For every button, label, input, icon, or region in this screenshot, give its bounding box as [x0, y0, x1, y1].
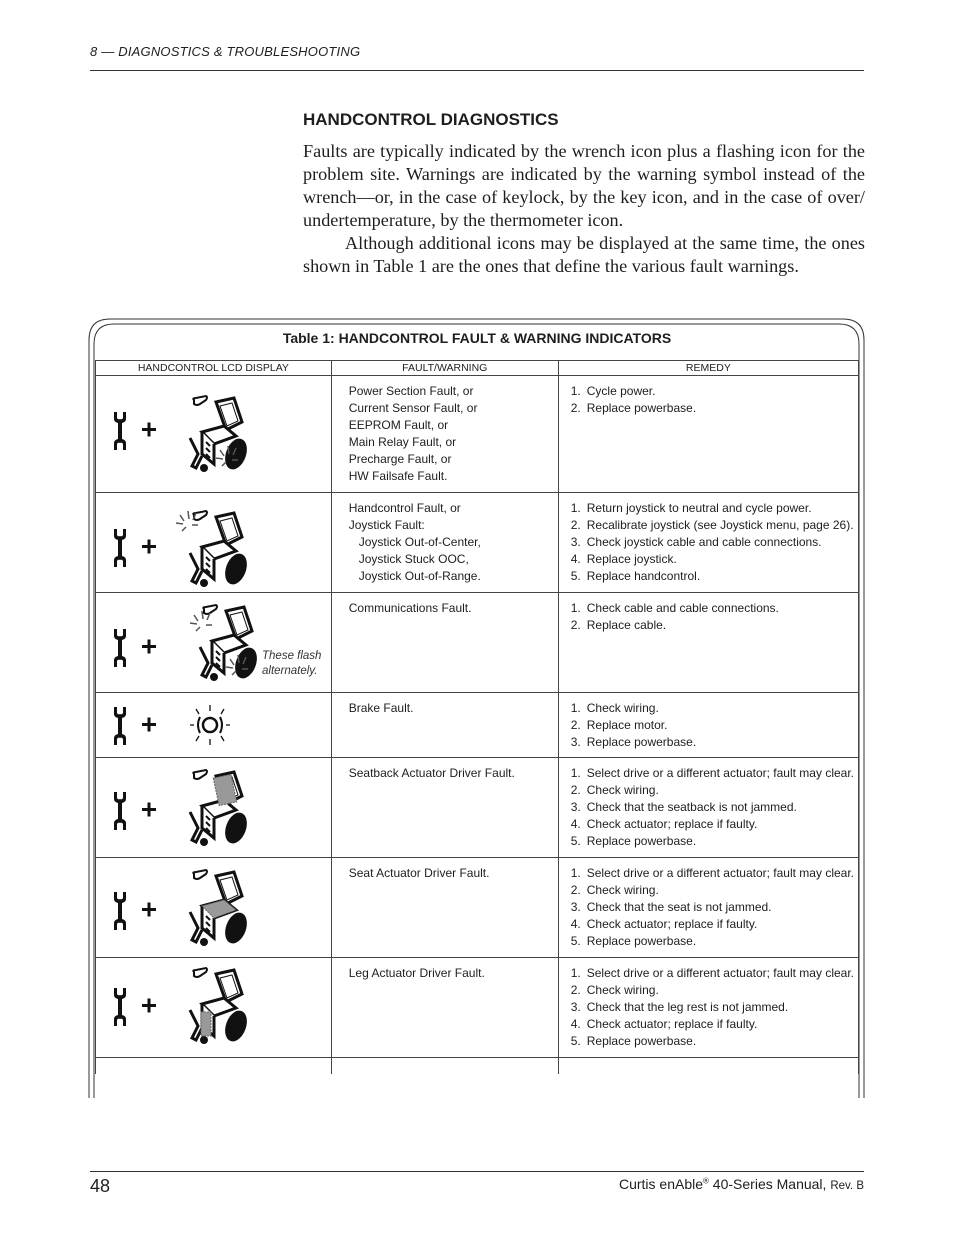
fault-text: Joystick Out-of-Center,	[358, 535, 481, 549]
table-row	[96, 593, 859, 693]
remedy-step: 1. Select drive or a different actuator; fault may clear.	[570, 866, 854, 880]
remedy-cell	[558, 1058, 858, 1074]
remedy-step: 3. Check joystick cable and cable connections.	[570, 535, 822, 549]
remedy-step: 4. Replace joystick.	[570, 552, 677, 566]
fault-text: Handcontrol Fault, or	[348, 501, 461, 515]
table-row	[96, 376, 859, 493]
fault-text: Seat Actuator Driver Fault.	[348, 866, 490, 880]
remedy-step: 2. Check wiring.	[570, 783, 659, 797]
remedy-step: 2. Replace powerbase.	[570, 401, 697, 415]
remedy-cell	[558, 376, 858, 493]
remedy-step: 1. Check cable and cable connections.	[570, 601, 779, 615]
remedy-cell	[558, 858, 858, 958]
intro-paragraph-1: Faults are typically indicated by the wrench icon plus a flashing icon for the problem site. Warnings are indicated by the warning symbol instead of the wrench—or, in the case of keylock, by the key icon, and in the case of over/ undertemperature, by the thermometer icon.	[303, 141, 865, 230]
remedy-step: 5. Replace powerbase.	[570, 934, 697, 948]
wrench-plus-communications-icon	[110, 599, 260, 691]
wrench-plus-legrest-icon	[110, 962, 260, 1052]
remedy-step: 2. Replace cable.	[570, 618, 667, 632]
fault-text: Joystick Stuck OOC,	[358, 552, 469, 566]
table-row	[96, 958, 859, 1058]
flash-note: These flash alternately.	[262, 650, 322, 677]
fault-cell	[331, 958, 558, 1058]
remedy-step: 1. Cycle power.	[570, 384, 656, 398]
intro-text	[303, 140, 865, 278]
lcd-display-cell	[96, 493, 332, 593]
fault-text: Power Section Fault, or	[348, 384, 474, 398]
column-header-remedy: REMEDY	[558, 361, 858, 376]
fault-cell	[331, 1058, 558, 1074]
running-header: 8 — DIAGNOSTICS & TROUBLESHOOTING	[90, 44, 361, 59]
fault-cell	[331, 593, 558, 693]
fault-text: Precharge Fault, or	[348, 452, 452, 466]
remedy-step: 2. Check wiring.	[570, 883, 659, 897]
table-row	[96, 693, 859, 758]
page-number: 48	[90, 1176, 111, 1196]
section-title: HANDCONTROL DIAGNOSTICS	[303, 110, 559, 129]
intro-paragraph-2: Although additional icons may be displayed at the same time, the ones shown in Table 1 are the ones that define the various fault warnings.	[303, 233, 865, 276]
remedy-step: 5. Replace handcontrol.	[570, 569, 701, 583]
fault-text: Communications Fault.	[348, 601, 472, 615]
remedy-step: 5. Replace powerbase.	[570, 834, 697, 848]
remedy-step: 4. Check actuator; replace if faulty.	[570, 1017, 758, 1031]
remedy-step: 4. Check actuator; replace if faulty.	[570, 817, 758, 831]
brake-icon	[190, 705, 230, 745]
fault-text: Joystick Out-of-Range.	[358, 569, 481, 583]
remedy-step: 1. Return joystick to neutral and cycle power.	[570, 501, 812, 515]
column-header-fault: FAULT/WARNING	[331, 361, 558, 376]
remedy-step: 3. Check that the leg rest is not jammed.	[570, 1000, 789, 1014]
remedy-step: 2. Replace motor.	[570, 718, 668, 732]
wrench-plus-seat-icon	[110, 864, 260, 954]
table-row	[96, 858, 859, 958]
column-header-display: HANDCONTROL LCD DISPLAY	[96, 361, 332, 376]
remedy-cell	[558, 758, 858, 858]
wrench-plus-seatback-icon	[110, 764, 260, 854]
manual-title: Curtis enAble® 40-Series Manual, Rev. B	[618, 1176, 864, 1192]
fault-cell	[331, 858, 558, 958]
wrench-plus-brake-icon	[110, 703, 260, 751]
wrench-plus-powerbase-icon	[110, 392, 260, 482]
fault-cell	[331, 758, 558, 858]
remedy-step: 3. Check that the seat is not jammed.	[570, 900, 772, 914]
fault-text: Joystick Fault:	[348, 518, 425, 532]
fault-text: EEPROM Fault, or	[348, 418, 449, 432]
lcd-display-cell	[96, 758, 332, 858]
remedy-cell	[558, 693, 858, 758]
remedy-cell	[558, 593, 858, 693]
table-row-continued	[96, 1058, 859, 1074]
fault-text: Main Relay Fault, or	[348, 435, 457, 449]
footer-rule	[90, 1171, 864, 1172]
remedy-step: 4. Check actuator; replace if faulty.	[570, 917, 758, 931]
fault-text: Leg Actuator Driver Fault.	[348, 966, 485, 980]
lcd-display-cell	[96, 1058, 332, 1074]
fault-cell	[331, 693, 558, 758]
lcd-display-cell	[96, 958, 332, 1058]
table-row	[96, 758, 859, 858]
table-header-row	[96, 361, 859, 376]
table-title: Table 1: HANDCONTROL FAULT & WARNING INDICATORS	[282, 330, 672, 346]
table-row	[96, 493, 859, 593]
wrench-plus-joystick-icon	[110, 501, 260, 591]
remedy-step: 1. Select drive or a different actuator; fault may clear.	[570, 966, 854, 980]
lcd-display-cell	[96, 376, 332, 493]
remedy-step: 3. Replace powerbase.	[570, 735, 697, 749]
fault-text: Seatback Actuator Driver Fault.	[348, 766, 515, 780]
remedy-step: 2. Check wiring.	[570, 983, 659, 997]
remedy-step: 1. Check wiring.	[570, 701, 659, 715]
remedy-cell	[558, 493, 858, 593]
lcd-display-cell	[96, 693, 332, 758]
lcd-display-cell	[96, 858, 332, 958]
fault-text: Brake Fault.	[348, 701, 414, 715]
remedy-step: 5. Replace powerbase.	[570, 1034, 697, 1048]
remedy-cell	[558, 958, 858, 1058]
fault-text: HW Failsafe Fault.	[348, 469, 448, 483]
remedy-step: 1. Select drive or a different actuator; fault may clear.	[570, 766, 854, 780]
fault-cell	[331, 376, 558, 493]
header-rule	[90, 70, 864, 71]
remedy-step: 2. Recalibrate joystick (see Joystick menu, page 26).	[570, 518, 854, 532]
lcd-display-cell	[96, 593, 332, 693]
fault-text: Current Sensor Fault, or	[348, 401, 478, 415]
fault-indicator-table	[95, 360, 859, 1074]
fault-cell	[331, 493, 558, 593]
remedy-step: 3. Check that the seatback is not jammed.	[570, 800, 797, 814]
